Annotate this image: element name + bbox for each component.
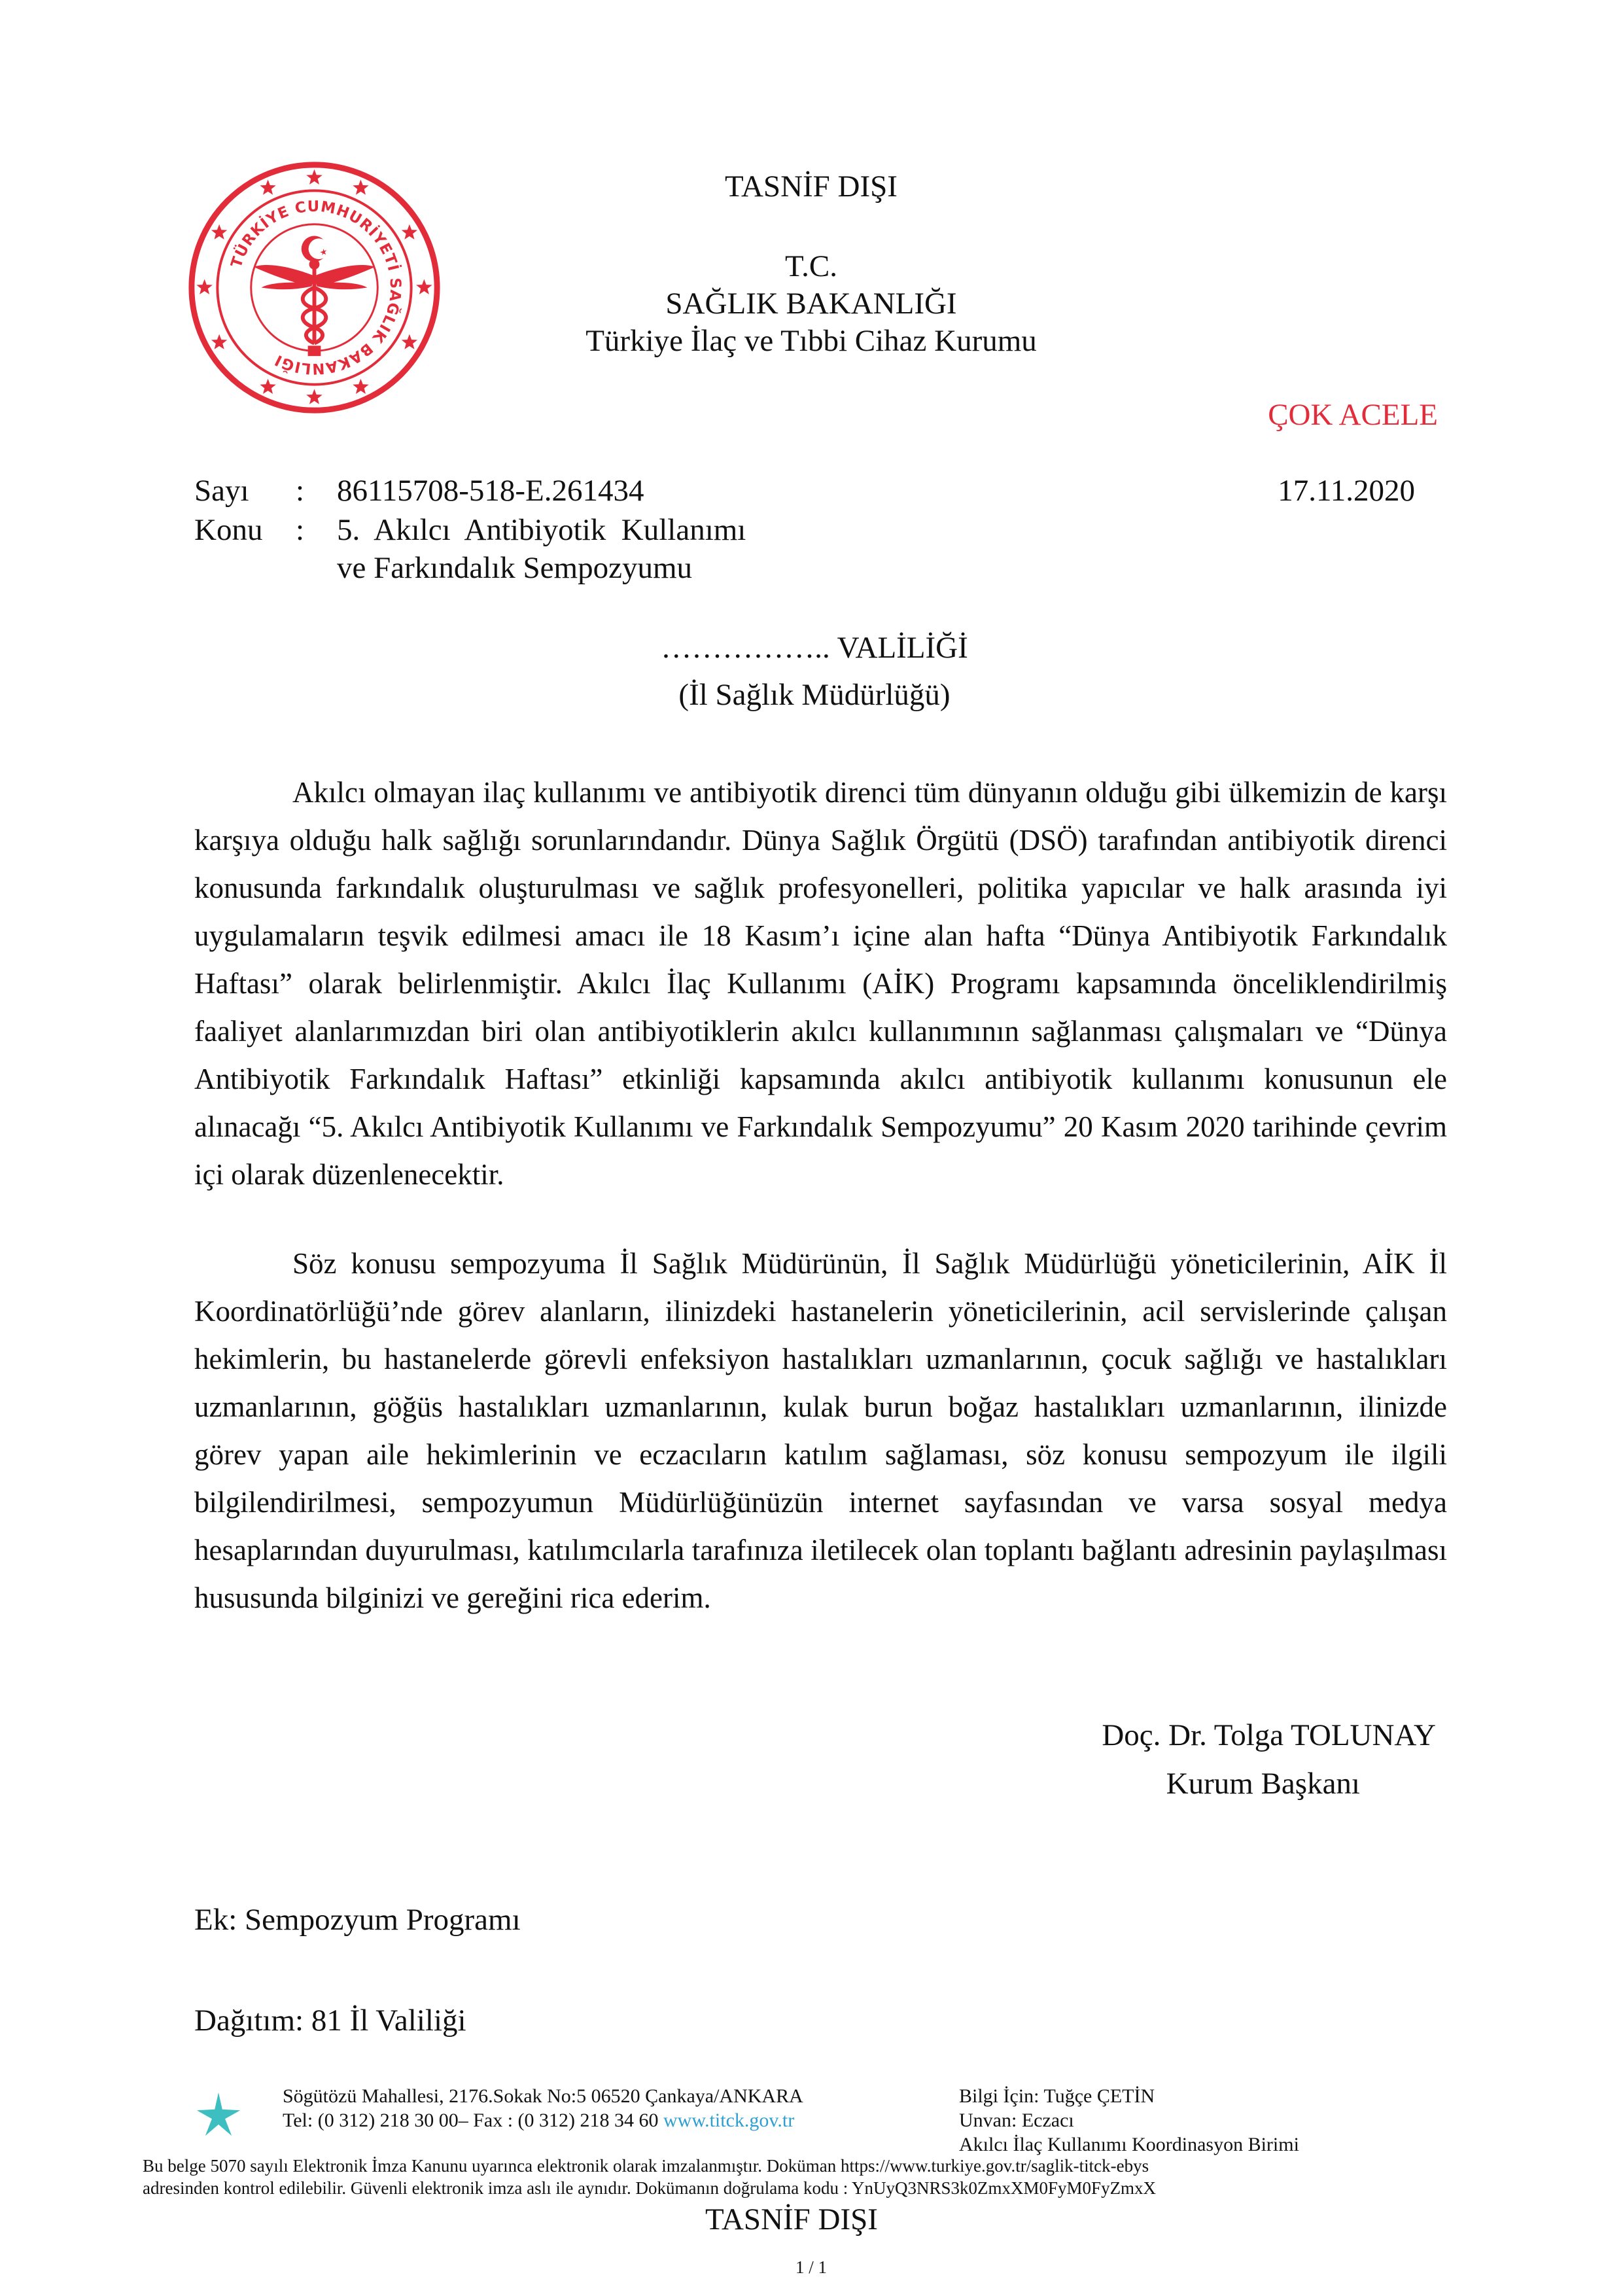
footer-info-unit: Akılcı İlaç Kullanımı Koordinasyon Birimi [959, 2134, 1299, 2155]
seal-star-icon [211, 224, 227, 239]
header-ministry: SAĞLIK BAKANLIĞI [665, 287, 957, 321]
seal-ring-text: TÜRKİYE CUMHURİYETİ SAĞLIK BAKANLIĞI [228, 198, 404, 378]
seal-star-icon [353, 179, 368, 194]
seal-star-icon [402, 224, 417, 239]
header-tc: T.C. [784, 249, 838, 283]
sayi-label: Sayı [194, 474, 249, 508]
distribution-line: Dağıtım: 81 İl Valiliği [194, 2004, 466, 2038]
sayi-value: 86115708-518-E.261434 [337, 474, 644, 508]
page-number: 1 / 1 [795, 2257, 827, 2277]
footer-website-link[interactable]: www.titck.gov.tr [663, 2110, 795, 2131]
esign-notice-line-1: Bu belge 5070 sayılı Elektronik İmza Kanunu uyarınca elektronik olarak imzalanmıştır. Doküman https://www.turkiye.gov.tr/saglik-titck-ebys [143, 2156, 1149, 2176]
addressee-line-1: …………….. VALİLİĞİ [661, 631, 968, 665]
seal-star-icon [260, 179, 275, 194]
seal-star-icon [306, 169, 322, 185]
classification-top: TASNİF DIŞI [725, 169, 898, 203]
footer-address: Sögütözü Mahallesi, 2176.Sokak No:5 06520 Çankaya/ANKARA [283, 2085, 803, 2107]
seal-star-icon [402, 334, 417, 349]
signatory-name: Doç. Dr. Tolga TOLUNAY [1102, 1718, 1436, 1752]
document-date: 17.11.2020 [1278, 474, 1415, 508]
body-paragraph-2: Söz konusu sempozyuma İl Sağlık Müdürünün, İl Sağlık Müdürlüğü yöneticilerinin, AİK İl Koordinatörlüğü’nde görev alanların, ilinizdeki hastanelerin yöneticilerinin, acil servislerinde çalışan hekimlerin, bu hastanelerde görevli enfeksiyon hastalıkları uzmanlarının, çocuk sağlığı ve hastalıkları uzmanlarının, göğüs hastalıkları uzmanlarının, kulak burun boğaz hastalıkları uzmanlarının, ilinizde görev yapan aile hekimlerinin ve eczacıların katılım sağlaması, söz konusu sempozyum ile ilgili bilgilendirilmesi, sempozyumun Müdürlüğünüzün internet sayfasından ve varsa sosyal medya hesaplarından duyurulması, katılımcılarla tarafınıza iletilecek olan toplantı bağlantı adresinin paylaşılması hususunda bilginizi ve gereğini rica ederim. [194, 1247, 1447, 1614]
footer-star-icon [195, 2091, 242, 2138]
konu-line-1: 5. Akılcı Antibiyotik Kullanımı [337, 513, 746, 547]
konu-label: Konu [194, 513, 263, 547]
attachment-line: Ek: Sempozyum Programı [194, 1903, 521, 1937]
konu-colon: : [296, 513, 305, 547]
addressee-line-2: (İl Sağlık Müdürlüğü) [678, 678, 951, 712]
sayi-colon: : [296, 474, 305, 508]
esign-notice-line-2: adresinden kontrol edilebilir. Güvenli elektronik imza aslı ile aynıdır. Dokümanın doğrulama kodu : YnUyQ3NRS3k0ZmxXM0FyM0FyZmxX [143, 2178, 1157, 2198]
seal-star-icon [306, 389, 322, 404]
seal-star-icon [260, 379, 275, 394]
signatory-title: Kurum Başkanı [1166, 1767, 1360, 1801]
footer-info-contact: Bilgi İçin: Tuğçe ÇETİN [959, 2085, 1155, 2107]
seal-star-icon [353, 379, 368, 394]
footer-info-title: Unvan: Eczacı [959, 2110, 1074, 2131]
footer-phone [283, 2108, 794, 2132]
header-agency: Türkiye İlaç ve Tıbbi Cihaz Kurumu [585, 324, 1037, 358]
konu-line-2: ve Farkındalık Sempozyumu [337, 551, 693, 585]
ministry-seal-logo [185, 158, 444, 417]
urgency-label: ÇOK ACELE [1268, 398, 1438, 432]
classification-bottom: TASNİF DIŞI [705, 2202, 878, 2236]
seal-star-icon [416, 279, 432, 294]
seal-star-icon [196, 279, 212, 294]
seal-star-icon [211, 334, 227, 349]
footer-phone-text: Tel: (0 312) 218 30 00– Fax : (0 312) 218 34 60 [283, 2110, 664, 2131]
body-paragraph-1: Akılcı olmayan ilaç kullanımı ve antibiyotik direnci tüm dünyanın olduğu gibi ülkemizin de karşı karşıya olduğu halk sağlığı sorunlarındandır. Dünya Sağlık Örgütü (DSÖ) tarafından antibiyotik direnci konusunda farkındalık oluşturulması ve sağlık profesyonelleri, politika yapıcılar ve halk arasında iyi uygulamaların teşvik edilmesi amacı ile 18 Kasım’ı içine alan hafta “Dünya Antibiyotik Farkındalık Haftası” olarak belirlenmiştir. Akılcı İlaç Kullanımı (AİK) Programı kapsamında önceliklendirilmiş faaliyet alanlarımızdan biri olan antibiyotiklerin akılcı kullanımının sağlanması çalışmaları ve “Dünya Antibiyotik Farkındalık Haftası” etkinliği kapsamında akılcı antibiyotik kullanımı konusunun ele alınacağı “5. Akılcı Antibiyotik Kullanımı ve Farkındalık Sempozyumu” 20 Kasım 2020 tarihinde çevrim içi olarak düzenlenecektir. [194, 776, 1447, 1191]
